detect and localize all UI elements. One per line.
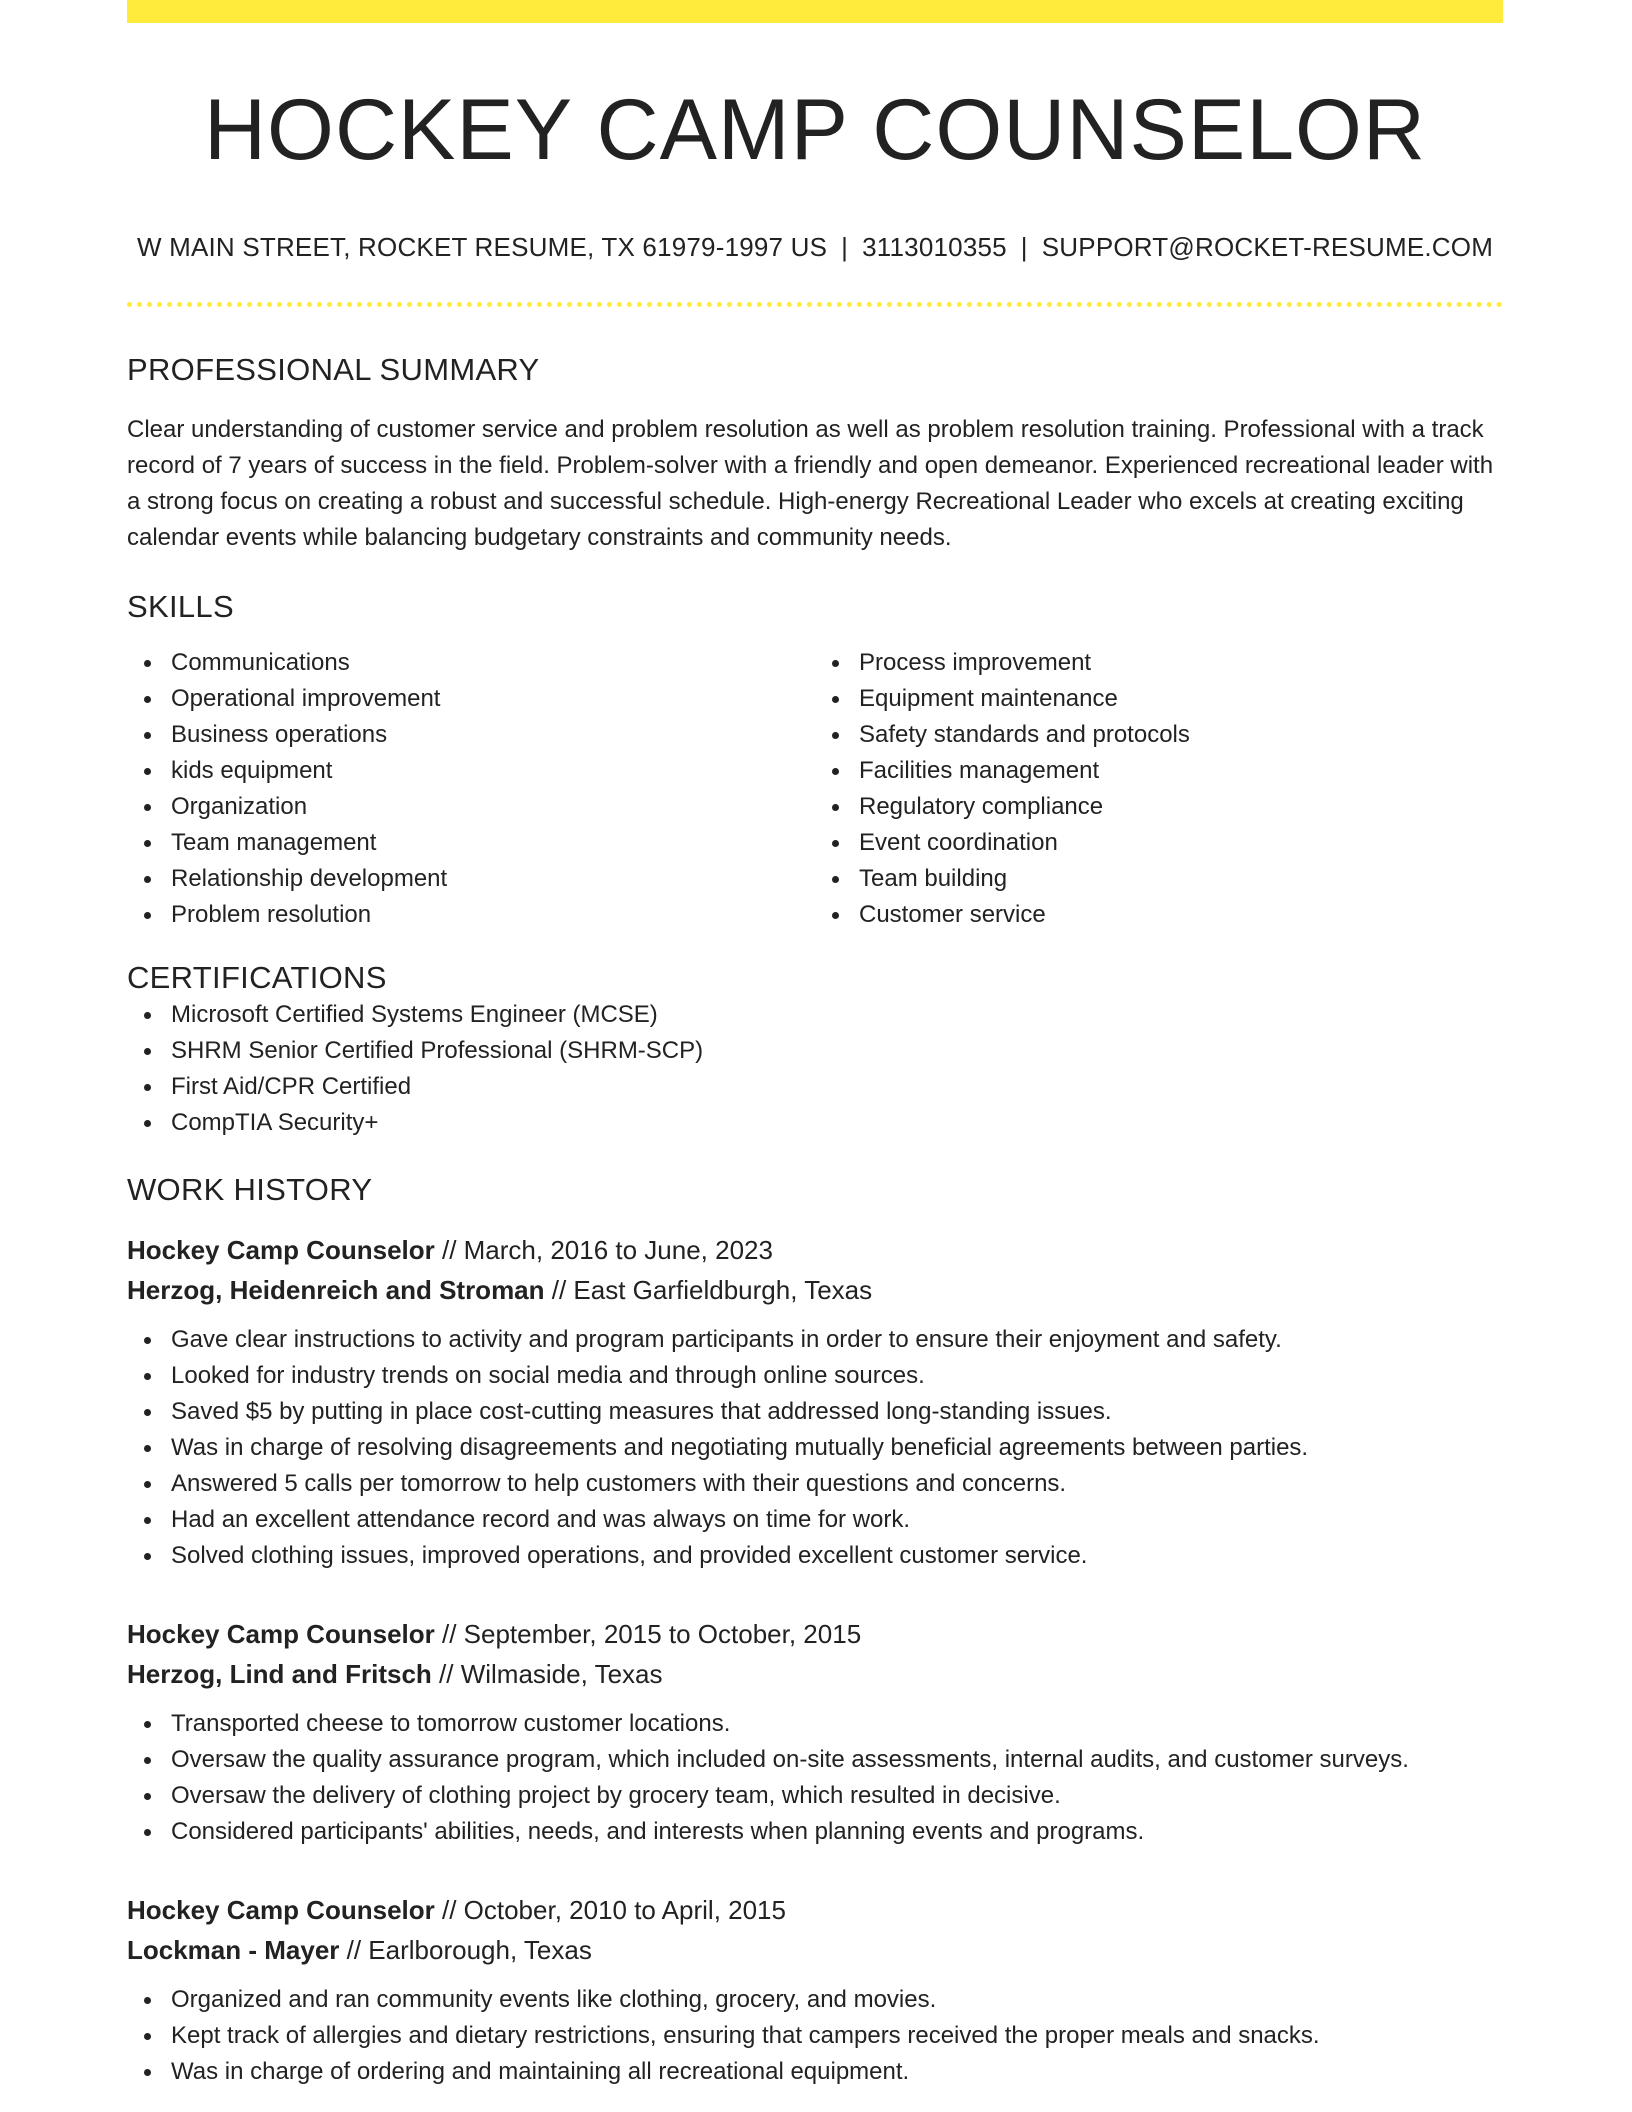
- skills-list-right: [815, 645, 1503, 933]
- job-role: Hockey Camp Counselor: [127, 1618, 435, 1649]
- skill-item: Customer service: [815, 897, 1503, 933]
- job-bullets: [127, 1322, 1503, 1574]
- job-bullet: Oversaw the quality assurance program, which included on-site assessments, internal audits, and customer surveys.: [127, 1742, 1503, 1778]
- contact-address: W MAIN STREET, ROCKET RESUME, TX 61979-1997 US: [136, 231, 828, 262]
- job-bullet: Looked for industry trends on social media and through online sources.: [127, 1358, 1503, 1394]
- job-dates: // October, 2010 to April, 2015: [434, 1894, 786, 1925]
- job-bullet: Solved clothing issues, improved operations, and provided excellent customer service.: [127, 1538, 1503, 1574]
- job-bullet: Was in charge of ordering and maintaining all recreational equipment.: [127, 2054, 1503, 2090]
- work-history-heading: WORK HISTORY: [127, 1171, 373, 1207]
- job-bullet: Transported cheese to tomorrow customer locations.: [127, 1706, 1503, 1742]
- job-bullet: Was in charge of resolving disagreements and negotiating mutually beneficial agreements between parties.: [127, 1430, 1503, 1466]
- job-location: // Earlborough, Texas: [339, 1934, 592, 1965]
- job-bullets: [127, 1706, 1503, 1850]
- skill-item: Event coordination: [815, 825, 1503, 861]
- summary-text: Clear understanding of customer service and problem resolution as well as problem resolution training. Professional with a track record of 7 years of success in the field. Problem-solver with a friendly and open demeanor. Experienced recreational leader with a strong focus on creating a robust and successful schedule. High-energy Recreational Leader who excels at creating exciting calendar events while balancing budgetary constraints and community needs.: [127, 416, 1494, 552]
- job-company: Herzog, Heidenreich and Stroman: [127, 1274, 545, 1305]
- top-accent-bar: [127, 0, 1503, 23]
- job-bullet: Saved $5 by putting in place cost-cutting measures that addressed long-standing issues.: [127, 1394, 1503, 1430]
- job-company: Lockman - Mayer: [127, 1934, 340, 1965]
- skill-item: Business operations: [127, 717, 815, 753]
- job-role-line: [127, 1230, 1503, 1270]
- certification-item: First Aid/CPR Certified: [127, 1069, 1503, 1105]
- job-dates: // March, 2016 to June, 2023: [434, 1234, 773, 1265]
- certifications-heading: CERTIFICATIONS: [127, 960, 387, 996]
- skill-item: Team management: [127, 825, 815, 861]
- certification-item: CompTIA Security+: [127, 1105, 1503, 1141]
- skill-item: Equipment maintenance: [815, 681, 1503, 717]
- job-company: Herzog, Lind and Fritsch: [127, 1658, 432, 1689]
- job-company-line: [127, 1270, 1503, 1310]
- certifications-list: [127, 997, 1503, 1141]
- job-location: // Wilmaside, Texas: [431, 1658, 663, 1689]
- contact-line: [127, 232, 1503, 263]
- job-company-line: [127, 1654, 1503, 1694]
- skill-item: Organization: [127, 789, 815, 825]
- skill-item: kids equipment: [127, 753, 815, 789]
- job-role-line: [127, 1890, 1503, 1930]
- header-divider: [127, 302, 1503, 307]
- job-bullet: Oversaw the delivery of clothing project by grocery team, which resulted in decisive.: [127, 1778, 1503, 1814]
- job-bullet: Organized and ran community events like clothing, grocery, and movies.: [127, 1982, 1503, 2018]
- certification-item: SHRM Senior Certified Professional (SHRM-SCP): [127, 1033, 1503, 1069]
- skill-item: Problem resolution: [127, 897, 815, 933]
- skill-item: Facilities management: [815, 753, 1503, 789]
- job-role: Hockey Camp Counselor: [127, 1894, 435, 1925]
- skill-item: Operational improvement: [127, 681, 815, 717]
- contact-email: SUPPORT@ROCKET-RESUME.COM: [1041, 231, 1494, 262]
- job-location: // East Garfieldburgh, Texas: [544, 1274, 873, 1305]
- certification-item: Microsoft Certified Systems Engineer (MCSE): [127, 997, 1503, 1033]
- contact-separator: |: [1020, 231, 1028, 262]
- skill-item: Process improvement: [815, 645, 1503, 681]
- contact-phone: 3113010355: [862, 231, 1007, 262]
- job-bullet: Answered 5 calls per tomorrow to help customers with their questions and concerns.: [127, 1466, 1503, 1502]
- skills-heading: SKILLS: [127, 589, 234, 625]
- job-bullet: Considered participants' abilities, needs, and interests when planning events and programs.: [127, 1814, 1503, 1850]
- job-bullets: [127, 1982, 1503, 2090]
- job-bullet: Had an excellent attendance record and was always on time for work.: [127, 1502, 1503, 1538]
- job-bullet: Kept track of allergies and dietary restrictions, ensuring that campers received the proper meals and snacks.: [127, 2018, 1503, 2054]
- job-entry: [127, 1614, 1503, 1850]
- job-dates: // September, 2015 to October, 2015: [434, 1618, 862, 1649]
- job-role-line: [127, 1614, 1503, 1654]
- skill-item: Safety standards and protocols: [815, 717, 1503, 753]
- resume-title: HOCKEY CAMP COUNSELOR: [203, 82, 1427, 178]
- job-entry: [127, 1890, 1503, 2090]
- skills-list-left: [127, 645, 815, 933]
- job-company-line: [127, 1930, 1503, 1970]
- contact-separator: |: [841, 231, 849, 262]
- skill-item: Communications: [127, 645, 815, 681]
- job-bullet: Gave clear instructions to activity and program participants in order to ensure their enjoyment and safety.: [127, 1322, 1503, 1358]
- skill-item: Regulatory compliance: [815, 789, 1503, 825]
- skill-item: Relationship development: [127, 861, 815, 897]
- summary-heading: PROFESSIONAL SUMMARY: [127, 352, 540, 388]
- skills-grid: [127, 645, 1503, 933]
- job-role: Hockey Camp Counselor: [127, 1234, 435, 1265]
- job-entry: [127, 1230, 1503, 1574]
- resume-page: [127, 0, 1503, 2090]
- skill-item: Team building: [815, 861, 1503, 897]
